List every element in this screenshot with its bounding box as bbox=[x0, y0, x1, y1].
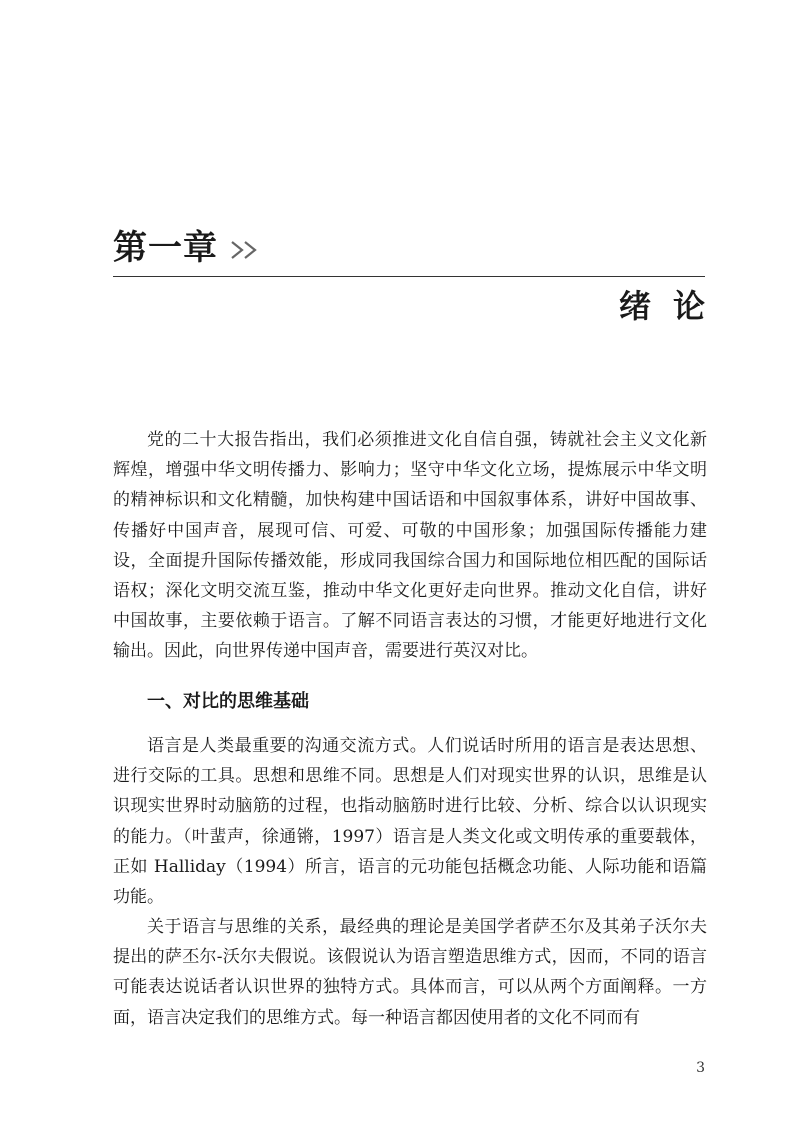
chapter-title: 绪论 bbox=[618, 287, 727, 325]
chapter-header bbox=[113, 222, 705, 282]
section-paragraph-2: 关于语言与思维的关系，最经典的理论是美国学者萨丕尔及其弟子沃尔夫提出的萨丕尔-沃尔夫假说。该假说认为语言塑造思维方式，因而，不同的语言可能表达说话者认识世界的独特方式。具体而言，可以从两个方面阐释。一方面，语言决定我们的思维方式。每一种语言都因使用者的文化不同而有 bbox=[113, 917, 707, 1028]
intro-paragraph: 党的二十大报告指出，我们必须推进文化自信自强，铸就社会主义文化新辉煌，增强中华文明传播力、影响力；坚守中华文化立场，提炼展示中华文明的精神标识和文化精髓，加快构建中国话语和中国叙事体系，讲好中国故事、传播好中国声音，展现可信、可爱、可敬的中国形象；加强国际传播能力建设，全面提升国际传播效能，形成同我国综合国力和国际地位相匹配的国际话语权；深化文明交流互鉴，推动中华文化更好走向世界。推动文化自信，讲好中国故事，主要依赖于语言。了解不同语言表达的习惯，才能更好地进行文化输出。因此，向世界传递中国声音，需要进行英汉对比。 bbox=[113, 430, 707, 662]
chapter-divider bbox=[113, 276, 705, 277]
page-number: 3 bbox=[696, 1060, 705, 1076]
section-heading: 一、对比的思维基础 bbox=[147, 691, 309, 712]
double-chevron-icon bbox=[229, 238, 265, 262]
section-paragraph-1: 语言是人类最重要的沟通交流方式。人们说话时所用的语言是表达思想、进行交际的工具。思想和思维不同。思想是人们对现实世界的认识，思维是认识现实世界时动脑筋的过程，也指动脑筋时进行比较、分析、综合以认识现实的能力。（叶蜚声，徐通锵，1997）语言是人类文化或文明传承的重要载体，正如 Halliday（1994）所言，语言的元功能包括概念功能、人际功能和语篇功能。 bbox=[113, 736, 707, 908]
chapter-label: 第一章 bbox=[113, 228, 218, 268]
